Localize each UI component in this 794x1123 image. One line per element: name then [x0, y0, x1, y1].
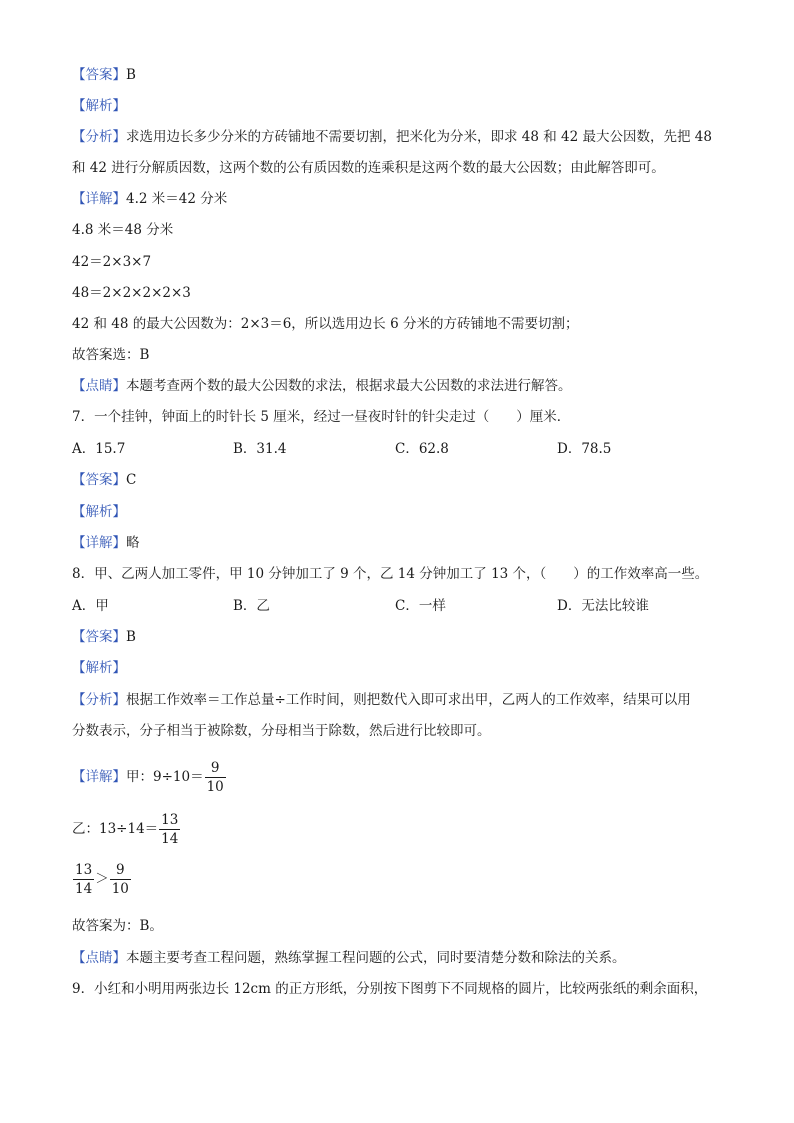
q8-option-c: C．一样 [395, 598, 446, 614]
q7-option-c: C．62.8 [395, 441, 449, 457]
q7-question: 7．一个挂钟，钟面上的时针长 5 厘米，经过一昼夜时针的针尖走过（ ）厘米． [72, 409, 571, 425]
answer-value: B [126, 629, 136, 645]
q6-line-2: 4.8 米＝48 分米 [72, 222, 174, 238]
q8-yi-line: 乙：13÷14＝ $\frac{13}{14}$ [72, 812, 179, 847]
q7-option-b: B．31.4 [233, 441, 287, 457]
q7-xiangjie: 【详解】略 [72, 535, 140, 551]
q8-dianjing: 【点睛】本题主要考查工程问题，熟练掌握工程问题的公式，同时要清楚分数和除法的关系。 [72, 950, 626, 966]
q8-analysis-tag: 【解析】 [72, 660, 126, 676]
q6-dianjing: 【点睛】本题考查两个数的最大公因数的求法，根据求最大公因数的求法进行解答。 [72, 378, 572, 394]
answer-tag: 【答案】 [72, 67, 126, 83]
q8-jia-line: 【详解】甲：9÷10＝ $\frac{9}{10}$ [72, 760, 224, 795]
q8-conclusion: 故答案为：B。 [72, 918, 163, 934]
fraction: $\frac{13}{14}$ [161, 812, 179, 847]
xiangjie-tag: 【详解】 [72, 191, 126, 207]
q8-fenxi-line-2: 分数表示，分子相当于被除数，分母相当于除数，然后进行比较即可。 [72, 723, 491, 739]
answer-value: B [126, 67, 136, 83]
fenxi-tag: 【分析】 [72, 129, 126, 145]
q6-fenxi-line-1: 【分析】求选用边长多少分米的方砖铺地不需要切割，把米化为分米，即求 48 和 42 最大公因数，先把 48 [72, 129, 712, 145]
q8-option-d: D．无法比较谁 [557, 598, 649, 614]
q9-question: 9．小红和小明用两张边长 12cm 的正方形纸，分别按下图剪下不同规格的圆片，比较两张纸的剩余面积， [72, 981, 708, 997]
q6-xiangjie-line-1: 【详解】4.2 米＝42 分米 [72, 191, 228, 207]
q6-line-5: 42 和 48 的最大公因数为：2×3＝6，所以选用边长 6 分米的方砖铺地不需要切割； [72, 316, 579, 332]
fraction: $\frac{13}{14}$ [75, 862, 93, 897]
fraction: $\frac{9}{10}$ [206, 760, 224, 795]
q6-line-4: 48＝2×2×2×2×3 [72, 285, 191, 301]
answer-value: C [126, 472, 137, 488]
q8-question: 8．甲、乙两人加工零件，甲 10 分钟加工了 9 个，乙 14 分钟加工了 13 个，（ ）的工作效率高一些。 [72, 566, 709, 582]
q7-option-a: A．15.7 [72, 441, 126, 457]
q8-fenxi-line-1: 【分析】根据工作效率＝工作总量÷工作时间，则把数代入即可求出甲，乙两人的工作效率，结果可以用 [72, 692, 691, 708]
q6-analysis-tag: 【解析】 [72, 98, 126, 114]
q8-compare-line [72, 861, 132, 898]
q7-analysis-tag: 【解析】 [72, 504, 126, 520]
compare-sign: ＞ [95, 871, 109, 887]
q7-answer-line: 【答案】C [72, 472, 137, 488]
q8-answer-line: 【答案】B [72, 629, 136, 645]
q6-line-3: 42＝2×3×7 [72, 254, 152, 270]
q8-option-b: B．乙 [233, 598, 270, 614]
fraction: $\frac{9}{10}$ [111, 862, 129, 897]
q8-option-a: A．甲 [72, 598, 109, 614]
q7-option-d: D．78.5 [557, 441, 612, 457]
q6-answer-line [72, 66, 136, 84]
q6-conclusion: 故答案选：B [72, 347, 150, 363]
dianjing-tag: 【点睛】 [72, 378, 126, 394]
q6-fenxi-line-2: 和 42 进行分解质因数，这两个数的公有质因数的连乘积是这两个数的最大公因数；由此解答即可。 [72, 160, 665, 176]
